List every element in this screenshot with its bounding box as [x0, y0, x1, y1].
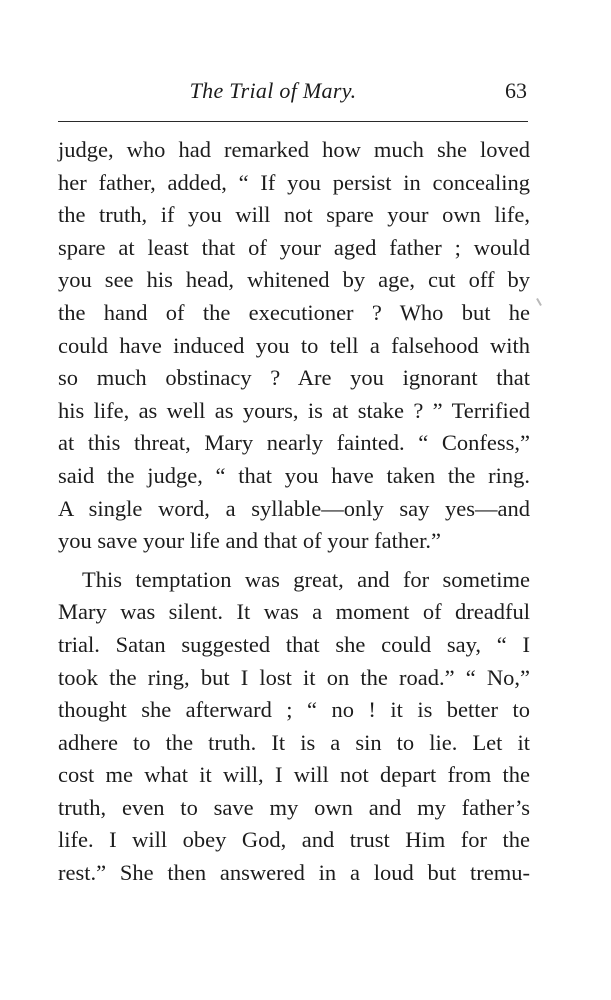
text-line: you save your life and that of your father.” — [58, 528, 441, 554]
text-line: adhere to the truth. It is a sin to lie. Let it — [58, 729, 530, 755]
text-line: you see his head, whitened by age, cut off by — [58, 267, 530, 293]
text-line: truth, even to save my own and my father’s — [58, 794, 530, 820]
text-line: A single word, a syllable—only say yes—and — [58, 495, 530, 521]
text-line: so much obstinacy ? Are you ignorant that — [58, 365, 530, 391]
text-line: said the judge, “ that you have taken the ring. — [58, 462, 530, 488]
text-line: trial. Satan suggested that she could say, “ I — [58, 631, 530, 657]
header-rule — [58, 121, 528, 122]
text-line: life. I will obey God, and trust Him for the — [58, 827, 530, 853]
paragraph-1 — [58, 134, 530, 558]
text-line: the truth, if you will not spare your own life, — [58, 202, 530, 228]
body-text — [58, 134, 530, 890]
text-line: took the ring, but I lost it on the road.” “ No,” — [58, 664, 530, 690]
text-line: Mary was silent. It was a moment of dreadful — [58, 599, 530, 625]
text-line: her father, added, “ If you persist in concealing — [58, 169, 530, 195]
text-line: judge, who had remarked how much she loved — [58, 137, 530, 162]
text-line: This temptation was great, and for sometime — [82, 566, 530, 592]
text-line: thought she afterward ; “ no ! it is better to — [58, 697, 530, 723]
text-line: his life, as well as yours, is at stake ? ” Terrified — [58, 397, 530, 423]
text-line: could have induced you to tell a falsehood with — [58, 332, 530, 358]
running-header — [57, 78, 529, 108]
text-line: the hand of the executioner ? Who but he — [58, 299, 530, 325]
text-line: cost me what it will, I will not depart from the — [58, 762, 530, 788]
text-line: rest.” She then answered in a loud but tremu- — [58, 860, 530, 886]
paper-speck — [536, 298, 542, 306]
paragraph-2 — [58, 564, 530, 890]
text-line: at this threat, Mary nearly fainted. “ Confess,” — [58, 430, 530, 456]
page-number: 63 — [505, 78, 527, 103]
running-title: The Trial of Mary. — [189, 78, 357, 103]
text-line: spare at least that of your aged father ; would — [58, 234, 530, 260]
